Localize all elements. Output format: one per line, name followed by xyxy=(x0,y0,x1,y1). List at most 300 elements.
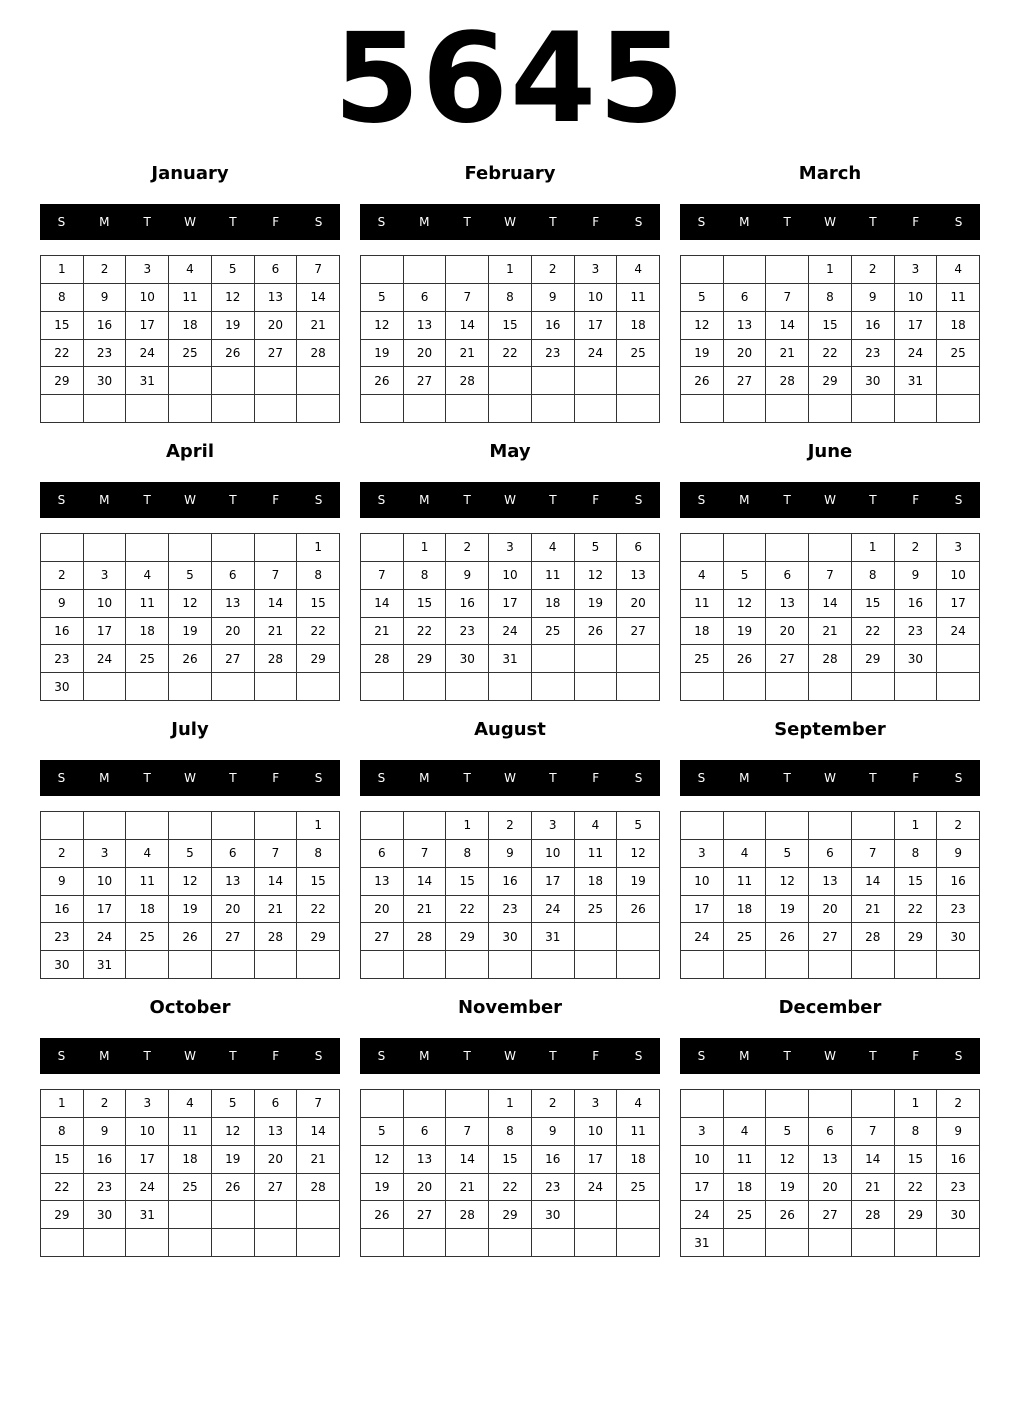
day-cell: 22 xyxy=(446,896,489,924)
day-cell: 28 xyxy=(297,1174,340,1202)
day-cell: 25 xyxy=(724,1201,767,1229)
empty-day-cell xyxy=(212,673,255,701)
day-cell: 20 xyxy=(617,590,660,618)
day-cell: 17 xyxy=(575,1146,618,1174)
empty-day-cell xyxy=(126,812,169,840)
day-cell: 5 xyxy=(681,284,724,312)
day-grid xyxy=(40,811,340,979)
day-cell: 19 xyxy=(169,896,212,924)
day-cell: 12 xyxy=(575,562,618,590)
empty-day-cell xyxy=(169,395,212,423)
day-cell: 20 xyxy=(766,618,809,646)
day-cell: 13 xyxy=(809,868,852,896)
day-cell: 22 xyxy=(895,1174,938,1202)
day-cell: 22 xyxy=(895,896,938,924)
weekday-label: W xyxy=(184,771,196,785)
weekday-label: W xyxy=(504,1049,516,1063)
empty-day-cell xyxy=(489,951,532,979)
empty-day-cell xyxy=(895,673,938,701)
day-cell: 18 xyxy=(532,590,575,618)
day-cell: 14 xyxy=(809,590,852,618)
weekday-label: F xyxy=(912,1049,920,1063)
weekday-label: M xyxy=(99,771,110,785)
empty-day-cell xyxy=(361,673,404,701)
day-cell: 17 xyxy=(84,896,127,924)
empty-day-cell xyxy=(212,534,255,562)
month-name: April xyxy=(165,441,215,462)
day-cell: 6 xyxy=(404,1118,447,1146)
weekday-header xyxy=(360,760,660,796)
day-cell: 12 xyxy=(361,1146,404,1174)
day-cell: 25 xyxy=(126,923,169,951)
day-cell: 20 xyxy=(255,312,298,340)
day-cell: 12 xyxy=(361,312,404,340)
day-cell: 1 xyxy=(809,256,852,284)
day-cell: 20 xyxy=(809,1174,852,1202)
day-cell: 11 xyxy=(126,590,169,618)
day-cell: 7 xyxy=(255,840,298,868)
empty-day-cell xyxy=(617,1201,660,1229)
weekday-label: M xyxy=(419,771,430,785)
weekday-label: S xyxy=(57,215,66,229)
weekday-label: M xyxy=(739,771,750,785)
day-cell: 30 xyxy=(532,1201,575,1229)
day-cell: 15 xyxy=(895,1146,938,1174)
day-cell: 20 xyxy=(212,896,255,924)
weekday-label: T xyxy=(463,771,471,785)
day-cell: 19 xyxy=(361,340,404,368)
day-cell: 8 xyxy=(809,284,852,312)
day-cell: 4 xyxy=(724,840,767,868)
weekday-label: S xyxy=(634,771,643,785)
day-cell: 1 xyxy=(852,534,895,562)
day-cell: 12 xyxy=(766,1146,809,1174)
weekday-label: F xyxy=(272,1049,280,1063)
weekday-label: S xyxy=(377,493,386,507)
weekday-label: F xyxy=(912,215,920,229)
empty-day-cell xyxy=(169,812,212,840)
day-cell: 21 xyxy=(255,618,298,646)
day-cell: 29 xyxy=(41,1201,84,1229)
day-cell: 9 xyxy=(532,1118,575,1146)
day-cell: 12 xyxy=(724,590,767,618)
empty-day-cell xyxy=(532,673,575,701)
empty-day-cell xyxy=(361,1229,404,1257)
weekday-label: T xyxy=(143,215,151,229)
empty-day-cell xyxy=(84,534,127,562)
month-name: November xyxy=(457,997,563,1018)
day-cell: 4 xyxy=(532,534,575,562)
empty-day-cell xyxy=(532,367,575,395)
empty-day-cell xyxy=(937,395,980,423)
day-cell: 15 xyxy=(446,868,489,896)
empty-day-cell xyxy=(404,951,447,979)
empty-day-cell xyxy=(489,367,532,395)
empty-day-cell xyxy=(937,673,980,701)
day-cell: 20 xyxy=(404,1174,447,1202)
weekday-label: T xyxy=(229,771,237,785)
day-cell: 26 xyxy=(212,1174,255,1202)
weekday-label: S xyxy=(697,771,706,785)
day-cell: 3 xyxy=(126,256,169,284)
day-cell: 28 xyxy=(255,645,298,673)
day-cell: 21 xyxy=(361,618,404,646)
empty-day-cell xyxy=(681,256,724,284)
weekday-label: S xyxy=(57,771,66,785)
day-cell: 3 xyxy=(575,256,618,284)
empty-day-cell xyxy=(575,645,618,673)
weekday-header xyxy=(680,482,980,518)
empty-day-cell xyxy=(489,395,532,423)
day-cell: 19 xyxy=(724,618,767,646)
empty-day-cell xyxy=(84,395,127,423)
day-cell: 2 xyxy=(937,812,980,840)
day-cell: 2 xyxy=(937,1090,980,1118)
weekday-label: M xyxy=(739,215,750,229)
day-cell: 1 xyxy=(404,534,447,562)
empty-day-cell xyxy=(446,1229,489,1257)
weekday-label: T xyxy=(549,771,557,785)
day-cell: 21 xyxy=(766,340,809,368)
empty-day-cell xyxy=(212,395,255,423)
weekday-label: T xyxy=(463,215,471,229)
day-cell: 28 xyxy=(766,367,809,395)
weekday-label: T xyxy=(869,215,877,229)
weekday-label: S xyxy=(314,771,323,785)
day-grid xyxy=(360,533,660,701)
day-cell: 6 xyxy=(809,840,852,868)
day-cell: 7 xyxy=(446,1118,489,1146)
day-cell: 31 xyxy=(532,923,575,951)
day-cell: 3 xyxy=(126,1090,169,1118)
day-cell: 8 xyxy=(489,1118,532,1146)
day-cell: 28 xyxy=(852,1201,895,1229)
day-cell: 2 xyxy=(41,562,84,590)
day-cell: 11 xyxy=(724,1146,767,1174)
day-cell: 26 xyxy=(169,645,212,673)
day-cell: 23 xyxy=(532,1174,575,1202)
day-cell: 7 xyxy=(852,840,895,868)
empty-day-cell xyxy=(895,395,938,423)
empty-day-cell xyxy=(361,1090,404,1118)
day-cell: 2 xyxy=(489,812,532,840)
day-cell: 3 xyxy=(681,1118,724,1146)
weekday-label: M xyxy=(739,493,750,507)
day-cell: 5 xyxy=(617,812,660,840)
day-cell: 8 xyxy=(446,840,489,868)
empty-day-cell xyxy=(766,256,809,284)
weekday-label: W xyxy=(824,493,836,507)
day-grid xyxy=(360,1089,660,1257)
day-cell: 23 xyxy=(489,896,532,924)
weekday-label: M xyxy=(99,215,110,229)
day-cell: 15 xyxy=(41,1146,84,1174)
day-cell: 21 xyxy=(446,1174,489,1202)
day-cell: 2 xyxy=(446,534,489,562)
weekday-label: S xyxy=(954,493,963,507)
day-cell: 4 xyxy=(169,256,212,284)
day-cell: 18 xyxy=(575,868,618,896)
empty-day-cell xyxy=(809,1090,852,1118)
day-cell: 5 xyxy=(212,256,255,284)
weekday-label: T xyxy=(783,771,791,785)
day-cell: 6 xyxy=(617,534,660,562)
day-cell: 13 xyxy=(255,284,298,312)
day-cell: 11 xyxy=(532,562,575,590)
day-cell: 29 xyxy=(895,1201,938,1229)
day-cell: 31 xyxy=(681,1229,724,1257)
day-cell: 10 xyxy=(126,284,169,312)
weekday-label: S xyxy=(314,493,323,507)
day-cell: 29 xyxy=(41,367,84,395)
day-cell: 24 xyxy=(84,923,127,951)
day-cell: 16 xyxy=(489,868,532,896)
empty-day-cell xyxy=(361,812,404,840)
day-cell: 19 xyxy=(169,618,212,646)
day-cell: 15 xyxy=(489,1146,532,1174)
day-cell: 28 xyxy=(361,645,404,673)
empty-day-cell xyxy=(575,673,618,701)
day-cell: 18 xyxy=(169,312,212,340)
day-cell: 9 xyxy=(532,284,575,312)
day-cell: 24 xyxy=(532,896,575,924)
day-cell: 17 xyxy=(126,312,169,340)
weekday-label: T xyxy=(869,493,877,507)
empty-day-cell xyxy=(617,645,660,673)
weekday-label: W xyxy=(824,771,836,785)
day-grid xyxy=(680,533,980,701)
day-cell: 1 xyxy=(297,812,340,840)
empty-day-cell xyxy=(852,951,895,979)
day-cell: 3 xyxy=(575,1090,618,1118)
weekday-label: F xyxy=(592,1049,600,1063)
weekday-label: W xyxy=(184,493,196,507)
day-cell: 24 xyxy=(681,1201,724,1229)
weekday-header xyxy=(360,482,660,518)
day-cell: 12 xyxy=(766,868,809,896)
day-cell: 22 xyxy=(809,340,852,368)
weekday-label: M xyxy=(99,1049,110,1063)
month-name: May xyxy=(489,441,531,462)
day-cell: 5 xyxy=(766,840,809,868)
day-cell: 8 xyxy=(297,840,340,868)
day-cell: 11 xyxy=(169,1118,212,1146)
day-cell: 6 xyxy=(255,256,298,284)
day-cell: 13 xyxy=(766,590,809,618)
day-cell: 1 xyxy=(41,1090,84,1118)
weekday-label: T xyxy=(463,1049,471,1063)
day-cell: 17 xyxy=(937,590,980,618)
day-cell: 30 xyxy=(489,923,532,951)
weekday-label: W xyxy=(184,1049,196,1063)
day-cell: 3 xyxy=(489,534,532,562)
weekday-header xyxy=(40,760,340,796)
day-cell: 4 xyxy=(575,812,618,840)
day-cell: 31 xyxy=(489,645,532,673)
day-grid xyxy=(40,1089,340,1257)
weekday-label: T xyxy=(549,493,557,507)
day-cell: 7 xyxy=(361,562,404,590)
day-cell: 17 xyxy=(681,896,724,924)
weekday-label: F xyxy=(272,493,280,507)
day-cell: 17 xyxy=(532,868,575,896)
empty-day-cell xyxy=(126,1229,169,1257)
empty-day-cell xyxy=(297,367,340,395)
day-cell: 14 xyxy=(446,1146,489,1174)
day-grid xyxy=(360,255,660,423)
day-cell: 3 xyxy=(937,534,980,562)
month-name: July xyxy=(171,719,209,740)
day-cell: 11 xyxy=(681,590,724,618)
day-cell: 1 xyxy=(895,812,938,840)
weekday-header xyxy=(680,204,980,240)
day-cell: 24 xyxy=(575,340,618,368)
day-cell: 21 xyxy=(404,896,447,924)
day-cell: 24 xyxy=(895,340,938,368)
day-cell: 28 xyxy=(446,1201,489,1229)
empty-day-cell xyxy=(575,1201,618,1229)
day-cell: 30 xyxy=(41,673,84,701)
day-cell: 31 xyxy=(126,1201,169,1229)
day-cell: 9 xyxy=(852,284,895,312)
empty-day-cell xyxy=(169,673,212,701)
empty-day-cell xyxy=(681,951,724,979)
day-cell: 16 xyxy=(852,312,895,340)
day-cell: 4 xyxy=(937,256,980,284)
empty-day-cell xyxy=(724,395,767,423)
day-cell: 8 xyxy=(404,562,447,590)
empty-day-cell xyxy=(446,673,489,701)
empty-day-cell xyxy=(766,812,809,840)
day-cell: 23 xyxy=(84,1174,127,1202)
weekday-header xyxy=(360,204,660,240)
day-cell: 26 xyxy=(361,367,404,395)
empty-day-cell xyxy=(617,395,660,423)
empty-day-cell xyxy=(297,395,340,423)
day-cell: 14 xyxy=(404,868,447,896)
day-cell: 8 xyxy=(489,284,532,312)
day-cell: 17 xyxy=(84,618,127,646)
weekday-label: W xyxy=(504,493,516,507)
empty-day-cell xyxy=(724,1229,767,1257)
day-cell: 27 xyxy=(617,618,660,646)
day-cell: 21 xyxy=(297,1146,340,1174)
day-cell: 19 xyxy=(681,340,724,368)
empty-day-cell xyxy=(255,812,298,840)
day-cell: 16 xyxy=(84,312,127,340)
empty-day-cell xyxy=(724,812,767,840)
day-cell: 9 xyxy=(84,284,127,312)
day-cell: 8 xyxy=(895,1118,938,1146)
empty-day-cell xyxy=(937,1229,980,1257)
day-cell: 21 xyxy=(809,618,852,646)
day-cell: 27 xyxy=(404,1201,447,1229)
day-cell: 11 xyxy=(126,868,169,896)
day-cell: 15 xyxy=(41,312,84,340)
day-cell: 14 xyxy=(255,590,298,618)
day-cell: 21 xyxy=(446,340,489,368)
day-cell: 19 xyxy=(212,1146,255,1174)
empty-day-cell xyxy=(766,673,809,701)
day-cell: 22 xyxy=(404,618,447,646)
day-cell: 15 xyxy=(489,312,532,340)
day-cell: 13 xyxy=(361,868,404,896)
day-cell: 22 xyxy=(297,618,340,646)
weekday-label: S xyxy=(954,771,963,785)
day-cell: 26 xyxy=(212,340,255,368)
day-cell: 3 xyxy=(895,256,938,284)
empty-day-cell xyxy=(681,1090,724,1118)
day-cell: 10 xyxy=(937,562,980,590)
day-cell: 8 xyxy=(297,562,340,590)
empty-day-cell xyxy=(532,951,575,979)
day-cell: 17 xyxy=(681,1174,724,1202)
day-cell: 3 xyxy=(681,840,724,868)
day-cell: 23 xyxy=(41,923,84,951)
day-cell: 9 xyxy=(895,562,938,590)
weekday-label: F xyxy=(592,215,600,229)
weekday-label: T xyxy=(229,215,237,229)
day-cell: 19 xyxy=(361,1174,404,1202)
weekday-label: W xyxy=(504,771,516,785)
day-cell: 10 xyxy=(895,284,938,312)
empty-day-cell xyxy=(41,1229,84,1257)
empty-day-cell xyxy=(852,673,895,701)
empty-day-cell xyxy=(681,812,724,840)
empty-day-cell xyxy=(809,951,852,979)
day-cell: 10 xyxy=(575,284,618,312)
weekday-label: T xyxy=(783,215,791,229)
empty-day-cell xyxy=(724,534,767,562)
empty-day-cell xyxy=(361,534,404,562)
day-cell: 22 xyxy=(852,618,895,646)
empty-day-cell xyxy=(84,812,127,840)
day-cell: 27 xyxy=(404,367,447,395)
day-grid xyxy=(680,255,980,423)
weekday-label: T xyxy=(143,771,151,785)
weekday-label: T xyxy=(869,1049,877,1063)
empty-day-cell xyxy=(617,1229,660,1257)
weekday-label: M xyxy=(99,493,110,507)
empty-day-cell xyxy=(169,534,212,562)
day-cell: 29 xyxy=(446,923,489,951)
day-cell: 3 xyxy=(532,812,575,840)
day-cell: 24 xyxy=(126,340,169,368)
day-cell: 10 xyxy=(84,590,127,618)
day-cell: 6 xyxy=(212,840,255,868)
empty-day-cell xyxy=(895,1229,938,1257)
weekday-label: S xyxy=(697,215,706,229)
empty-day-cell xyxy=(404,256,447,284)
day-cell: 6 xyxy=(404,284,447,312)
day-cell: 2 xyxy=(532,1090,575,1118)
empty-day-cell xyxy=(681,534,724,562)
day-cell: 1 xyxy=(489,1090,532,1118)
day-cell: 19 xyxy=(766,1174,809,1202)
day-cell: 14 xyxy=(255,868,298,896)
empty-day-cell xyxy=(809,673,852,701)
weekday-label: T xyxy=(783,493,791,507)
day-cell: 6 xyxy=(361,840,404,868)
day-cell: 3 xyxy=(84,840,127,868)
day-cell: 22 xyxy=(41,1174,84,1202)
day-cell: 20 xyxy=(212,618,255,646)
day-cell: 25 xyxy=(724,923,767,951)
day-cell: 25 xyxy=(575,896,618,924)
empty-day-cell xyxy=(617,923,660,951)
day-cell: 30 xyxy=(446,645,489,673)
empty-day-cell xyxy=(766,395,809,423)
